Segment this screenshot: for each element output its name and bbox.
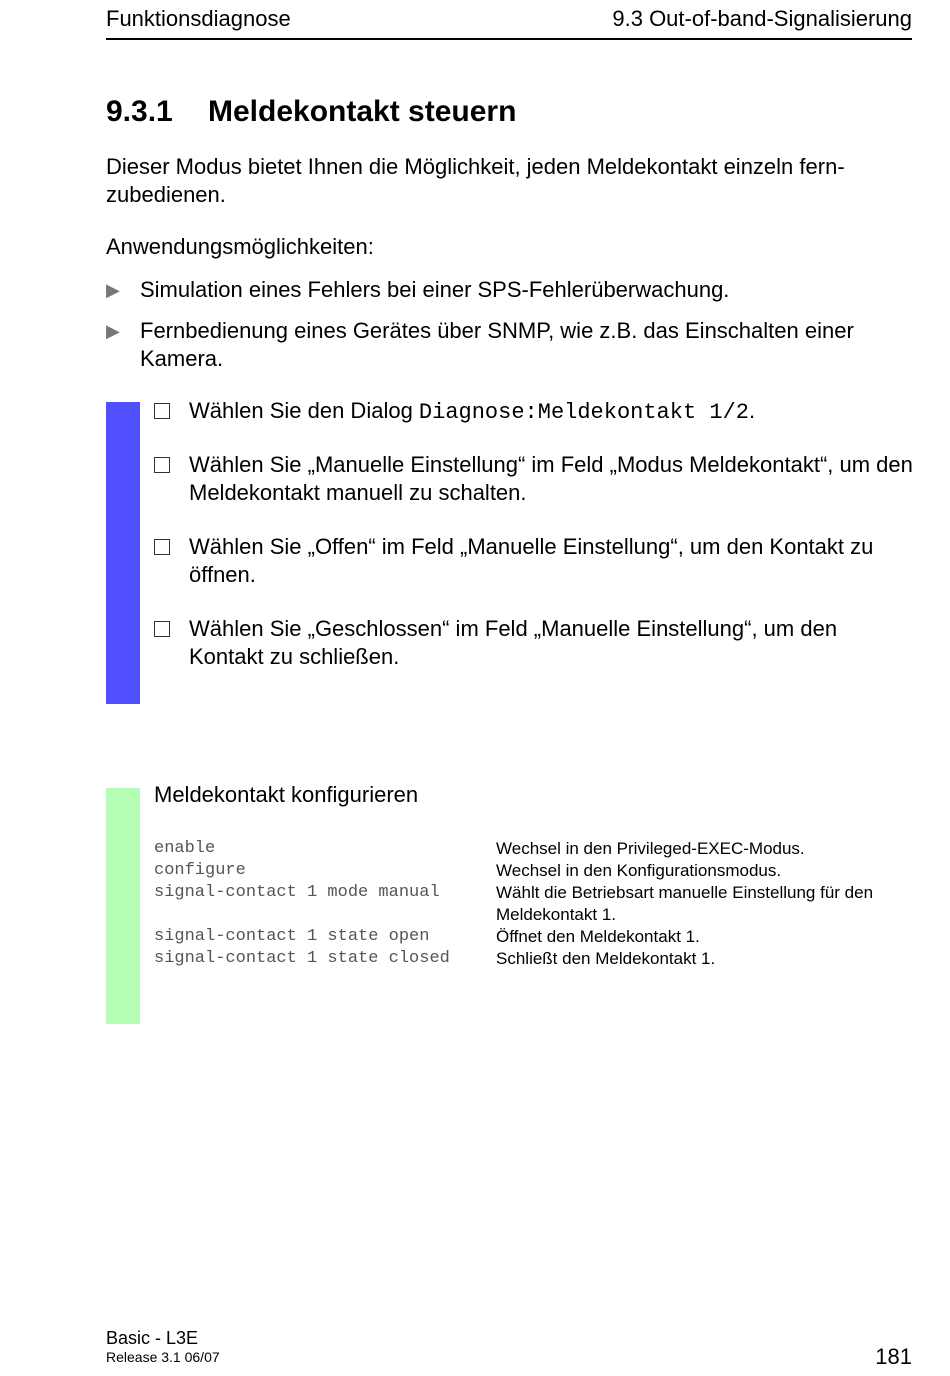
step-text: Wählen Sie „Manuelle Einstellung“ im Feld „Modus Meldekontakt“, um den Meldekontakt manuell zu schalten. (189, 452, 913, 505)
step-text: Wählen Sie den Dialog (189, 398, 419, 423)
step-text: Wählen Sie „Offen“ im Feld „Manuelle Einstellung“, um den Kontakt zu öffnen. (189, 534, 874, 587)
cli-command: configure (154, 861, 246, 880)
cli-command: enable (154, 839, 216, 858)
section-title: Meldekontakt steuern (208, 95, 517, 128)
arrow-bullet-icon: ▶ (106, 321, 120, 341)
cli-marker-bar (106, 788, 140, 1024)
checkbox-square-icon (154, 539, 170, 555)
cli-command: signal-contact 1 state open (154, 927, 430, 946)
cli-description: Wählt die Betriebsart manuelle Einstellung für den Meldekontakt 1. (496, 883, 874, 924)
footer-release: Release 3.1 06/07 (106, 1349, 220, 1365)
step-text: Wählen Sie „Geschlossen“ im Feld „Manuelle Einstellung“, um den Kontakt zu schließen. (189, 616, 838, 669)
dialog-path: Diagnose:Meldekontakt 1/2 (418, 400, 749, 425)
cli-description: Schließt den Meldekontakt 1. (496, 949, 716, 968)
checkbox-square-icon (154, 403, 170, 419)
header-divider (106, 38, 912, 40)
cli-command: signal-contact 1 state closed (154, 949, 450, 968)
cli-description: Öffnet den Meldekontakt 1. (496, 927, 700, 946)
cli-command: signal-contact 1 mode manual (154, 883, 440, 902)
instruction-marker-bar (106, 402, 140, 704)
cli-description: Wechsel in den Konfigurationsmodus. (496, 861, 782, 880)
cli-block-title: Meldekontakt konfigurieren (154, 782, 419, 807)
section-number: 9.3.1 (106, 95, 173, 128)
checkbox-square-icon (154, 457, 170, 473)
use-item-text: Fernbedienung eines Gerätes über SNMP, wie z.B. das Einschalten einer Kamera. (140, 318, 854, 371)
running-header-section: 9.3 Out-of-band-Signalisierung (612, 6, 912, 31)
use-item-text: Simulation eines Fehlers bei einer SPS-Fehlerüberwachung. (140, 277, 730, 302)
arrow-bullet-icon: ▶ (106, 280, 120, 300)
uses-heading: Anwendungsmöglichkeiten: (106, 234, 374, 259)
page-number: 181 (875, 1344, 912, 1369)
checkbox-square-icon (154, 621, 170, 637)
running-header-chapter: Funktionsdiagnose (106, 6, 291, 31)
section-heading (106, 95, 516, 129)
footer-product: Basic - L3E (106, 1328, 199, 1348)
step-punctuation: . (748, 398, 756, 423)
cli-description: Wechsel in den Privileged-EXEC-Modus. (496, 839, 805, 858)
intro-paragraph: Dieser Modus bietet Ihnen die Möglichkeit, jeden Meldekontakt einzeln fernzubedienen. (106, 154, 845, 207)
